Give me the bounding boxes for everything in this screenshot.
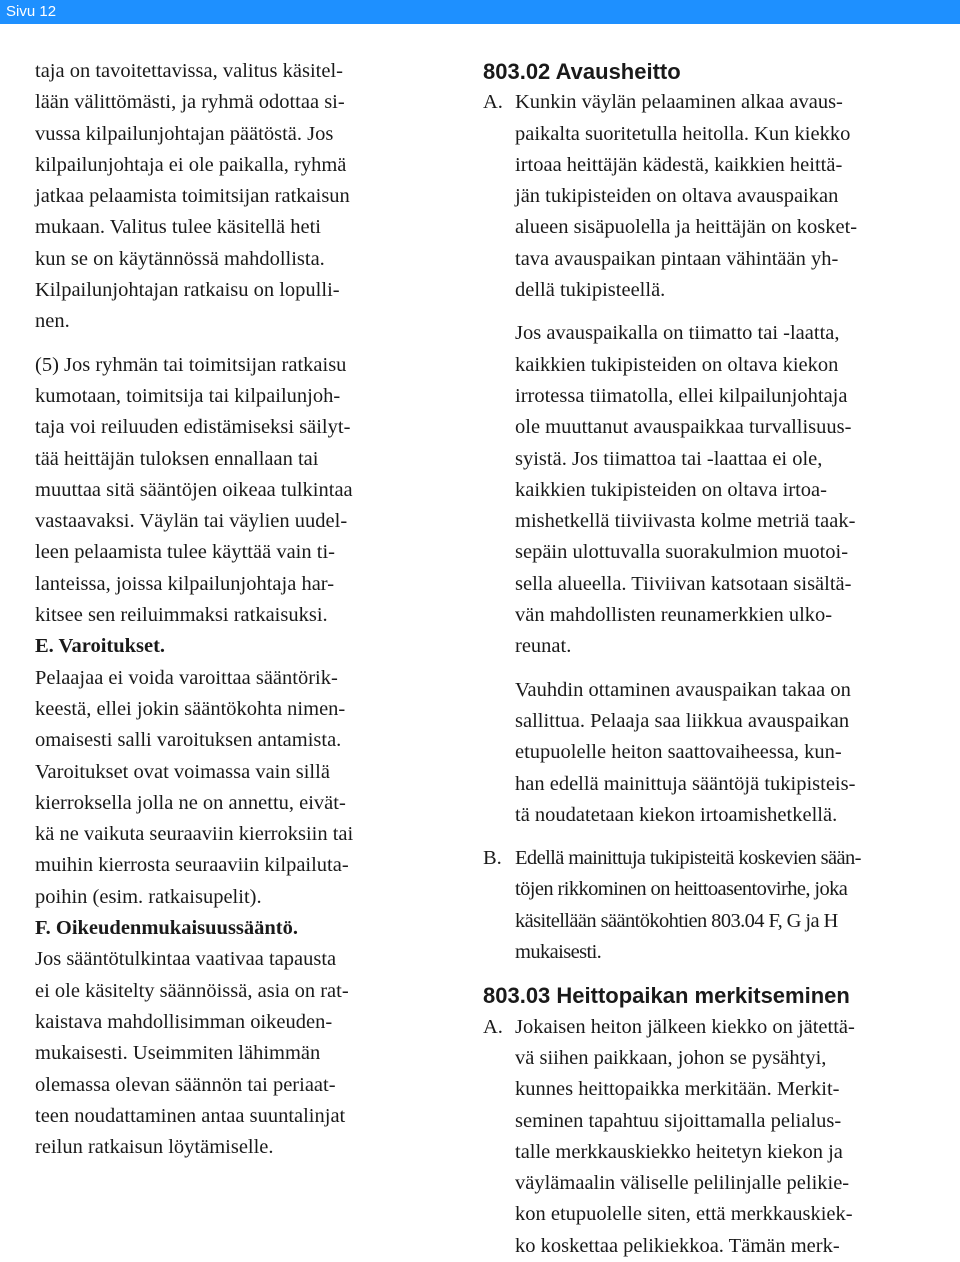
item-label: A. xyxy=(483,1015,503,1038)
text-line: kaikkien tukipisteiden on oltava kiekon xyxy=(515,353,839,376)
text-line: syistä. Jos tiimattoa tai -laattaa ei ole, xyxy=(515,447,823,470)
text-line: han edellä mainittuja sääntöjä tukipisteis- xyxy=(515,772,856,795)
text-line: mishetkellä tiiviivasta kolme metriä taak- xyxy=(515,510,856,533)
page-number-label: Sivu 12 xyxy=(6,3,57,20)
text-line: Vauhdin ottaminen avauspaikan takaa on xyxy=(515,678,851,701)
text-line: tä noudatetaan kiekon irtoamishetkellä. xyxy=(515,803,838,826)
text-line: reunat. xyxy=(515,635,572,658)
text-line: muihin kierrosta seuraaviin kilpailuta- xyxy=(35,854,349,877)
text-line: kaikkien tukipisteiden on oltava irtoa- xyxy=(515,478,827,501)
text-line: väylämaalin väliselle pelilinjalle pelikie- xyxy=(515,1172,850,1195)
text-line: jän tukipisteiden on oltava avauspaikan xyxy=(515,185,839,208)
text-line: olemassa olevan säännön tai periaat- xyxy=(35,1073,336,1096)
rule-item-marking-a xyxy=(483,1012,953,1262)
text-line: Edellä mainittuja tukipisteitä koskevien sään- xyxy=(515,847,861,870)
text-line: dellä tukipisteellä. xyxy=(515,279,666,302)
rule-item-b xyxy=(483,843,953,968)
text-line: mukaisesti. Useimmiten lähimmän xyxy=(35,1042,321,1065)
text-line: kaistava mahdollisimman oikeuden- xyxy=(35,1010,333,1033)
text-line: omaisesti salli varoituksen antamista. xyxy=(35,729,342,752)
text-line: tää heittäjän tuloksen ennallaan tai xyxy=(35,447,319,470)
text-line: töjen rikkominen on heittoasentovirhe, joka xyxy=(515,878,848,901)
text-line: kon etupuolelle siten, että merkkauskiek- xyxy=(515,1203,853,1226)
text-line: vän mahdollisten reunamerkkien ulko- xyxy=(515,604,833,627)
section-heading-803-02: 803.02 Avausheitto xyxy=(483,59,681,84)
text-line: sella alueella. Tiiviivan katsotaan sisältä- xyxy=(515,572,852,595)
right-column xyxy=(483,56,953,1262)
text-line: seminen tapahtuu sijoittamalla pelialus- xyxy=(515,1109,842,1132)
text-line: Jos avauspaikalla on tiimatto tai -laatta, xyxy=(515,322,840,345)
text-line: ei ole käsitelty säännöissä, asia on rat- xyxy=(35,979,349,1002)
text-line: kilpailunjohtaja ei ole paikalla, ryhmä xyxy=(35,153,347,176)
text-line: kunnes heittopaikka merkitään. Merkit- xyxy=(515,1078,840,1101)
text-line: lanteissa, joissa kilpailunjohtaja har- xyxy=(35,572,335,595)
text-line: irrotessa tiimatolla, ellei kilpailunjohtaja xyxy=(515,384,848,407)
paragraph-appeal xyxy=(35,56,455,338)
text-line: vä siihen paikkaan, johon se pysähtyi, xyxy=(515,1046,827,1069)
text-line: vussa kilpailunjohtajan päätöstä. Jos xyxy=(35,122,334,145)
text-line: Kilpailunjohtajan ratkaisu on lopulli- xyxy=(35,279,340,302)
text-line: etupuolelle heiton saattovaiheessa, kun- xyxy=(515,741,842,764)
paragraph-fairness xyxy=(35,944,455,1163)
text-line: muuttaa sitä sääntöjen oikeaa tulkintaa xyxy=(35,478,353,501)
text-line: keestä, ellei jokin sääntökohta nimen- xyxy=(35,697,346,720)
text-line: paikalta suoritetulla heitolla. Kun kiekko xyxy=(515,122,851,145)
text-line: Jokaisen heiton jälkeen kiekko on jätettä- xyxy=(515,1015,855,1038)
section-heading-fairness: F. Oikeudenmukaisuussääntö. xyxy=(35,917,298,940)
text-line: vastaavaksi. Väylän tai väylien uudel- xyxy=(35,510,348,533)
text-line: (5) Jos ryhmän tai toimitsijan ratkaisu xyxy=(35,353,347,376)
text-line: alueen sisäpuolella ja heittäjän on kosket- xyxy=(515,216,858,239)
page-header-bar xyxy=(0,0,960,24)
text-line: poihin (esim. ratkaisupelit). xyxy=(35,885,262,908)
text-line: ole muuttanut avauspaikkaa turvallisuus- xyxy=(515,416,852,439)
text-line: ko koskettaa pelikiekkoa. Tämän merk- xyxy=(515,1234,840,1257)
section-heading-803-03: 803.03 Heittopaikan merkitseminen xyxy=(483,983,850,1009)
paragraph-overturn xyxy=(35,350,455,632)
text-line: reilun ratkaisun löytämiselle. xyxy=(35,1136,274,1159)
text-line: Jos sääntötulkintaa vaativaa tapausta xyxy=(35,948,337,971)
text-line: teen noudattaminen antaa suuntalinjat xyxy=(35,1104,346,1127)
text-line: nen. xyxy=(35,310,70,333)
text-line: Pelaajaa ei voida varoittaa sääntörik- xyxy=(35,666,338,689)
item-label: A. xyxy=(483,91,503,114)
text-line: kun se on käytännössä mahdollista. xyxy=(35,247,325,270)
text-line: leen pelaamista tulee käyttää vain ti- xyxy=(35,541,335,564)
text-line: Varoitukset ovat voimassa vain sillä xyxy=(35,760,330,783)
text-line: mukaan. Valitus tulee käsitellä heti xyxy=(35,216,321,239)
text-line: jatkaa pelaamista toimitsijan ratkaisun xyxy=(35,185,350,208)
text-line: kä ne vaikuta seuraaviin kierroksiin tai xyxy=(35,823,354,846)
text-line: taja on tavoitettavissa, valitus käsitel- xyxy=(35,60,343,82)
text-line: käsitellään sääntökohtien 803.04 F, G ja H xyxy=(515,909,838,932)
item-label: B. xyxy=(483,847,502,870)
paragraph-warnings xyxy=(35,663,455,913)
text-line: sallittua. Pelaaja saa liikkua avauspaikan xyxy=(515,709,850,732)
text-line: mukaisesti. xyxy=(515,941,602,964)
text-line: tava avauspaikan pintaan vähintään yh- xyxy=(515,247,839,270)
text-line: irtoaa heittäjän kädestä, kaikkien heittä- xyxy=(515,153,843,176)
text-line: taja voi reiluuden edistämiseksi säilyt- xyxy=(35,416,351,439)
text-line: Kunkin väylän pelaaminen alkaa avaus- xyxy=(515,91,843,114)
text-line: kitsee sen reiluimmaksi ratkaisuksi. xyxy=(35,604,328,627)
text-line: kumotaan, toimitsija tai kilpailunjoh- xyxy=(35,384,341,407)
text-line: lään välittömästi, ja ryhmä odottaa si- xyxy=(35,91,345,114)
rule-item-a xyxy=(483,87,953,831)
section-heading-warnings: E. Varoitukset. xyxy=(35,635,166,658)
text-line: talle merkkauskiekko heitetyn kiekon ja xyxy=(515,1140,843,1163)
text-line: sepäin ulottuvalla suorakulmion muotoi- xyxy=(515,541,849,564)
text-line: kierroksella jolla ne on annettu, eivät- xyxy=(35,791,346,814)
left-column xyxy=(35,56,455,1163)
